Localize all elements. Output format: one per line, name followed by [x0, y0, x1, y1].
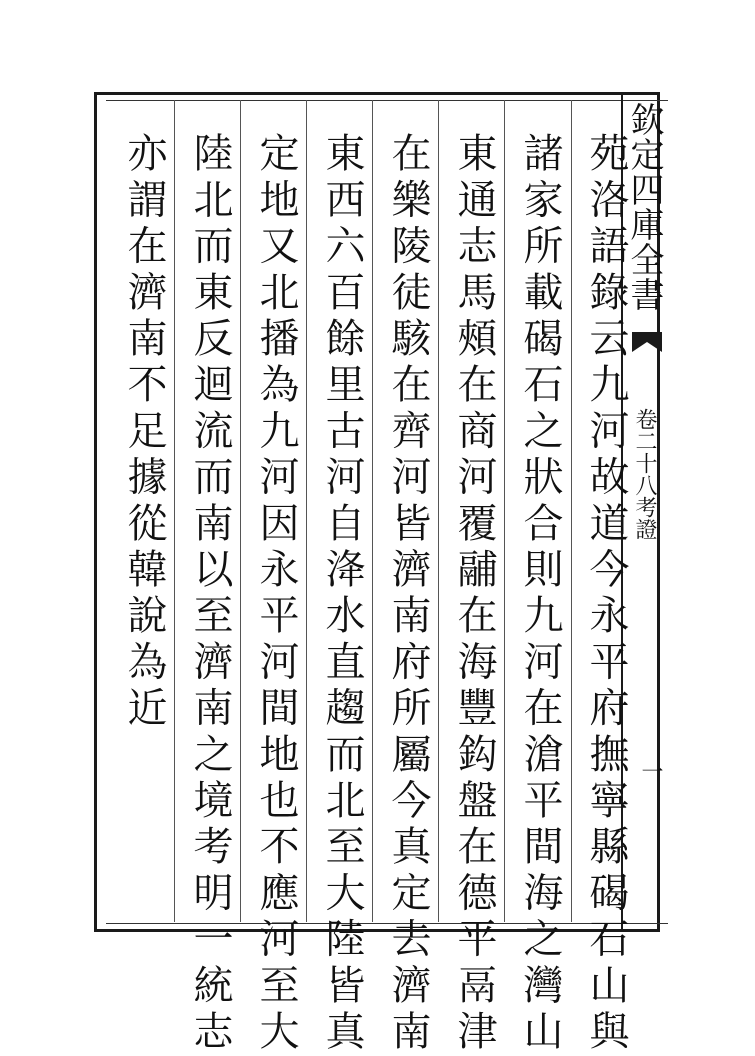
text-column-7: 陸北而東反迴流而南以至濟南之境考明一統志	[187, 132, 233, 1056]
text-column-6: 定地又北播為九河因永平河間地也不應河至大	[253, 132, 299, 1056]
column-rule	[306, 100, 307, 922]
text-column-4: 在樂陵徒駭在齊河皆濟南府所屬今真定去濟南	[385, 132, 431, 1056]
column-rule	[438, 100, 439, 922]
text-column-1: 苑洛語錄云九河故道今永平府撫寧縣碣石山與	[583, 132, 629, 1056]
fishtail-mark-icon	[632, 332, 662, 358]
column-rule	[240, 100, 241, 922]
page-number: 一	[638, 760, 663, 782]
text-column-2: 諸家所載碣石之狀合則九河在滄平間海之灣山	[517, 132, 563, 1056]
volume-label: 卷二十八考證	[632, 408, 657, 540]
column-rule	[372, 100, 373, 922]
book-title: 欽定四庫全書	[624, 102, 664, 312]
text-column-8: 亦謂在濟南不足據從韓說為近	[121, 132, 167, 733]
text-column-3: 東通志馬頰在商河覆鬴在海豐鈎盤在德平鬲津	[451, 132, 497, 1056]
column-rule	[174, 100, 175, 922]
text-column-5: 東西六百餘里古河自洚水直趨而北至大陸皆真	[319, 132, 365, 1056]
column-rule	[571, 100, 572, 922]
column-rule	[504, 100, 505, 922]
